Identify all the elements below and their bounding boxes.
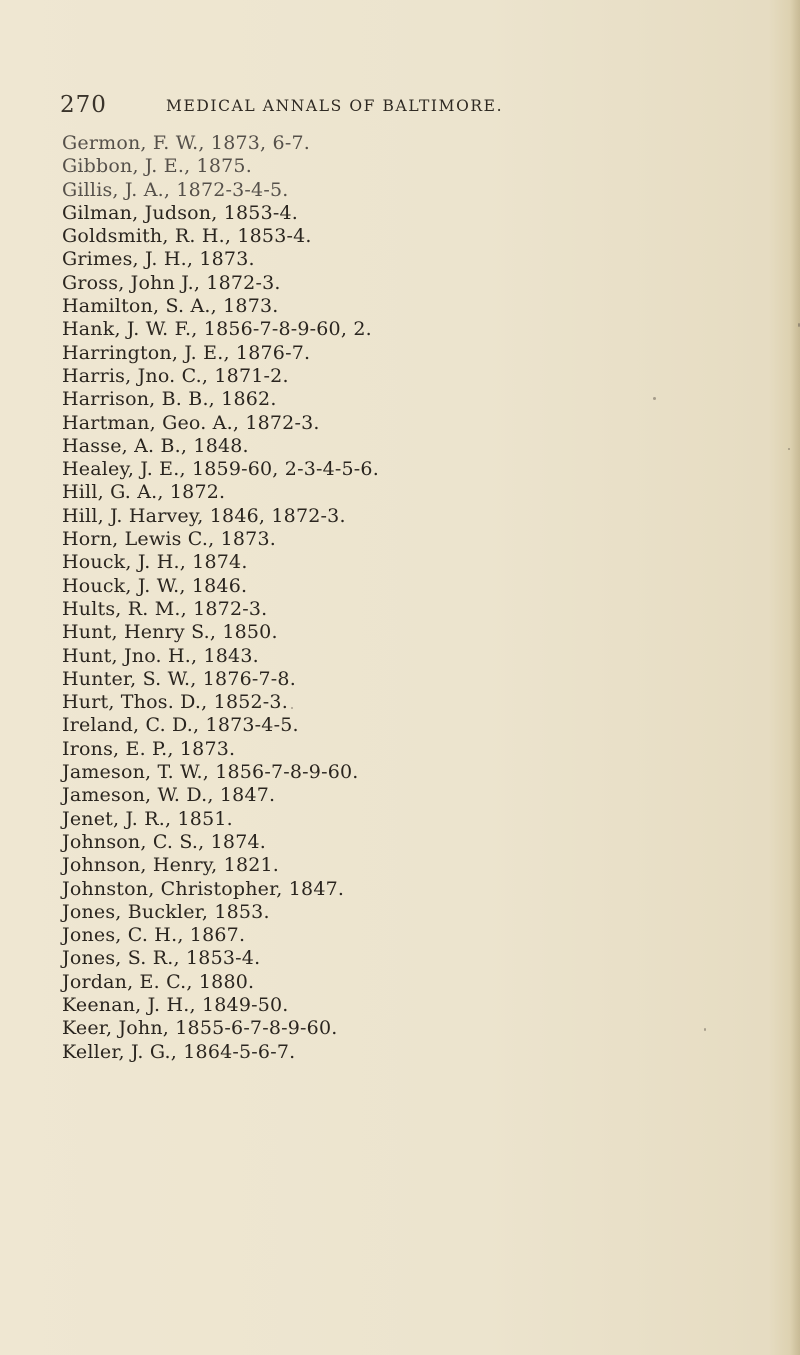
index-entry: Irons, E. P., 1873.	[62, 737, 236, 760]
index-entry: Houck, J. H., 1874.	[62, 551, 248, 574]
index-entry: Jenet, J. R., 1851.	[62, 807, 233, 830]
index-entry: Grimes, J. H., 1873.	[62, 248, 255, 271]
index-entry: Gross, John J., 1872-3.	[62, 271, 281, 294]
index-entry: Jordan, E. C., 1880.	[62, 970, 255, 993]
paper-speck	[704, 1028, 706, 1031]
index-entry: Healey, J. E., 1859-60, 2-3-4-5-6.	[62, 458, 379, 481]
index-entry: Hill, J. Harvey, 1846, 1872-3.	[62, 504, 346, 527]
index-entry: Johnson, C. S., 1874.	[62, 830, 267, 853]
index-entry: Jameson, T. W., 1856-7-8-9-60.	[62, 761, 359, 784]
index-entry: Houck, J. W., 1846.	[62, 574, 248, 597]
index-entry: Jones, C. H., 1867.	[62, 924, 246, 947]
page-header	[60, 92, 760, 122]
index-entry: Johnson, Henry, 1821.	[62, 854, 280, 877]
index-entry: Keller, J. G., 1864-5-6-7.	[62, 1040, 296, 1063]
index-entry: Harrison, B. B., 1862.	[62, 388, 277, 411]
paper-speck	[291, 707, 293, 709]
running-head: MEDICAL ANNALS OF BALTIMORE.	[166, 97, 504, 115]
index-entry: Gillis, J. A., 1872-3-4-5.	[62, 178, 289, 201]
index-entry: Harrington, J. E., 1876-7.	[62, 341, 311, 364]
index-entry: Hunter, S. W., 1876-7-8.	[62, 667, 296, 690]
paper-speck	[653, 397, 656, 400]
index-entry: Jones, S. R., 1853-4.	[62, 947, 261, 970]
index-entry: Hill, G. A., 1872.	[62, 481, 226, 504]
page-edge-shadow	[790, 0, 800, 1355]
index-entry: Hartman, Geo. A., 1872-3.	[62, 411, 320, 434]
index-entry: Hurt, Thos. D., 1852-3.	[62, 691, 288, 714]
index-entry: Hamilton, S. A., 1873.	[62, 295, 279, 318]
page-number: 270	[60, 92, 107, 118]
index-entry: Keenan, J. H., 1849-50.	[62, 993, 289, 1016]
index-entry: Hunt, Henry S., 1850.	[62, 621, 278, 644]
index-entry: Keer, John, 1855-6-7-8-9-60.	[62, 1017, 338, 1040]
index-entry: Goldsmith, R. H., 1853-4.	[62, 225, 312, 248]
index-entry: Gibbon, J. E., 1875.	[62, 155, 252, 178]
paper-speck	[788, 448, 790, 450]
index-entry: Jameson, W. D., 1847.	[62, 784, 276, 807]
index-entry: Jones, Buckler, 1853.	[62, 900, 270, 923]
index-entry: Hank, J. W. F., 1856-7-8-9-60, 2.	[62, 318, 372, 341]
index-entry: Germon, F. W., 1873, 6-7.	[62, 132, 310, 154]
index-entry: Gilman, Judson, 1853-4.	[62, 201, 299, 224]
index-entry: Hunt, Jno. H., 1843.	[62, 644, 259, 667]
index-entry: Hults, R. M., 1872-3.	[62, 597, 268, 620]
index-entry: Harris, Jno. C., 1871-2.	[62, 364, 289, 387]
index-entry: Hasse, A. B., 1848.	[62, 434, 249, 457]
name-index-list	[62, 132, 762, 1064]
index-entry: Ireland, C. D., 1873-4-5.	[62, 714, 299, 737]
index-entry: Johnston, Christopher, 1847.	[62, 877, 345, 900]
index-entry: Horn, Lewis C., 1873.	[62, 528, 276, 551]
